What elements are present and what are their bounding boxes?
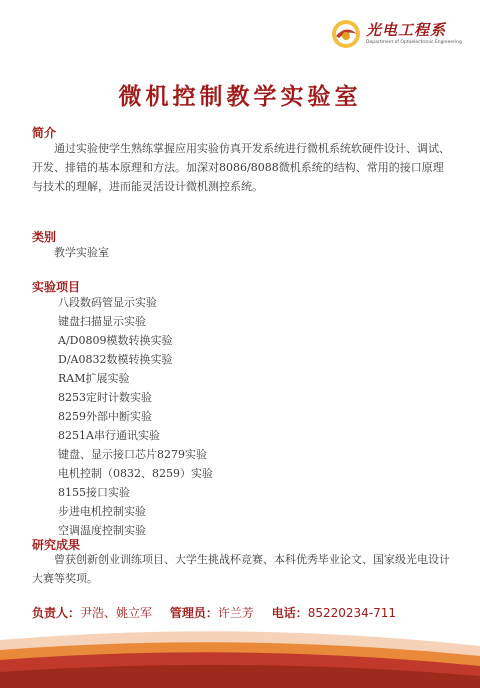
results-text: 曾获创新创业训练项目、大学生挑战杯竞赛、本科优秀毕业论文、国家级光电设计大赛等奖项。 <box>32 553 450 585</box>
list-item: A/D0809模数转换实验 <box>58 334 173 347</box>
list-item: 空调温度控制实验 <box>58 524 146 537</box>
list-item: 步进电机控制实验 <box>58 505 146 518</box>
list-item: D/A0832数模转换实验 <box>58 353 173 366</box>
logo-name-en: Department of Optoelectronic Engineering <box>366 40 462 45</box>
phone-value: 85220234-711 <box>307 606 397 620</box>
list-item: 8259外部中断实验 <box>58 410 152 423</box>
contact-line <box>32 604 410 621</box>
list-item: 键盘扫描显示实验 <box>58 315 146 328</box>
results-heading: 研究成果 <box>32 538 81 552</box>
list-item: 电机控制（0832、8259）实验 <box>58 467 213 480</box>
category-text: 教学实验室 <box>54 246 109 259</box>
category-heading: 类别 <box>32 230 57 244</box>
page-title: 微机控制教学实验室 <box>118 83 362 110</box>
admin-value: 许兰芳 <box>217 606 254 620</box>
intro-heading: 简介 <box>32 126 57 140</box>
admin-label: 管理员： <box>169 606 218 620</box>
list-item: 8251A串行通讯实验 <box>58 429 160 442</box>
logo-emblem-icon <box>330 18 362 50</box>
department-logo <box>330 16 470 56</box>
leader-label: 负责人： <box>32 606 81 620</box>
list-item: 键盘、显示接口芯片8279实验 <box>58 448 207 461</box>
logo-name-cn: 光电工程系 <box>366 21 447 39</box>
list-item: 八段数码管显示实验 <box>58 296 157 309</box>
leader-value: 尹浩、姚立军 <box>80 606 153 620</box>
phone-label: 电话： <box>271 606 308 620</box>
footer-swoosh-decoration <box>0 626 480 688</box>
list-item: RAM扩展实验 <box>58 372 130 385</box>
list-item: 8155接口实验 <box>58 486 130 499</box>
list-item: 8253定时计数实验 <box>58 391 152 404</box>
projects-list <box>58 293 213 540</box>
intro-text: 通过实验使学生熟练掌握应用实验仿真开发系统进行微机系统软硬件设计、调试、开发、排错的基本原理和方法。加深对8086/8088微机系统的结构、常用的接口原理与技术的理解，进而能灵活设计微机测控系统。 <box>32 142 450 193</box>
projects-heading: 实验项目 <box>32 280 81 294</box>
